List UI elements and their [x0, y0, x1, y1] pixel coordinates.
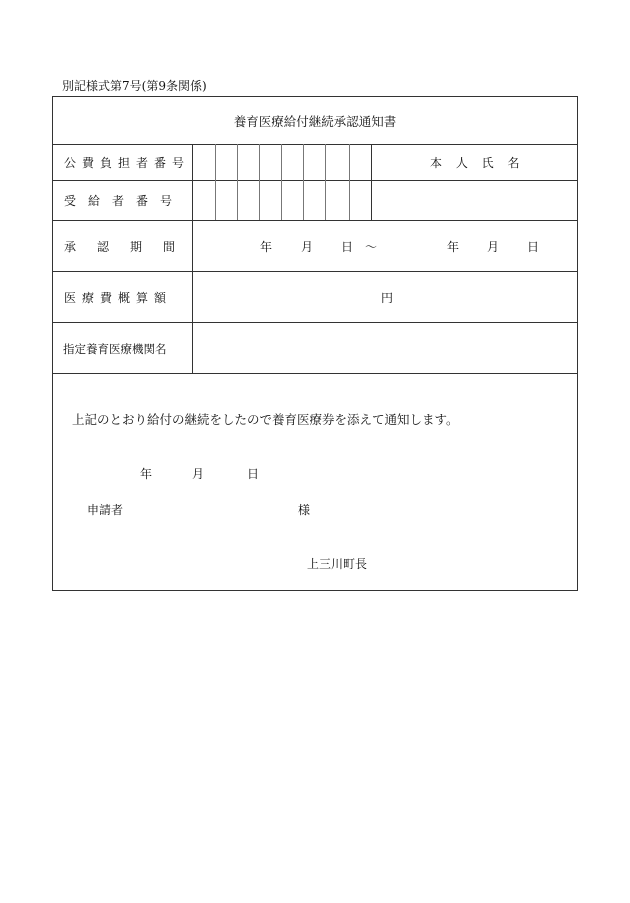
date-year: 年	[140, 467, 153, 481]
mayor-signature: 上三川町長	[307, 557, 368, 571]
honorific-sama: 様	[298, 503, 311, 517]
digit-divider	[259, 144, 260, 220]
digit-divider	[215, 144, 216, 220]
period-start-year: 年	[260, 240, 273, 254]
digit-divider	[349, 144, 350, 220]
notice-body-text: 上記のとおり給付の継続をしたので養育医療券を添えて通知します。	[72, 412, 459, 427]
digit-divider	[325, 144, 326, 220]
digit-divider	[303, 144, 304, 220]
approval-period-label: 承認期間	[64, 240, 197, 254]
label-column-divider	[192, 144, 193, 373]
form-title: 養育医療給付継続承認通知書	[233, 114, 397, 129]
row-divider	[53, 144, 577, 145]
designated-institution-label: 指定養育医療機関名	[63, 342, 167, 356]
row-divider	[53, 220, 577, 221]
date-month: 月	[192, 467, 205, 481]
period-end-year: 年	[447, 240, 460, 254]
notice-form	[52, 96, 578, 591]
row-divider	[53, 271, 577, 272]
period-end-month: 月	[487, 240, 500, 254]
row-divider	[53, 373, 577, 374]
recipient-number-label: 受給者番号	[64, 194, 185, 208]
period-end-day: 日	[527, 240, 540, 254]
public-payer-number-label: 公費負担者番号	[64, 156, 191, 170]
applicant-label: 申請者	[87, 503, 124, 517]
yen-unit: 円	[381, 291, 394, 305]
form-label: 別記様式第7号(第9条関係)	[62, 79, 207, 93]
digit-divider	[237, 144, 238, 220]
date-day: 日	[247, 467, 260, 481]
person-name-label: 本 人 氏 名	[430, 156, 525, 170]
row-divider	[53, 180, 577, 181]
name-column-divider	[371, 144, 372, 220]
digit-divider	[281, 144, 282, 220]
period-tilde: 〜	[365, 240, 378, 254]
medical-cost-label: 医療費概算額	[64, 291, 173, 305]
period-start-month: 月	[301, 240, 314, 254]
period-start-day: 日	[341, 240, 354, 254]
row-divider	[53, 322, 577, 323]
